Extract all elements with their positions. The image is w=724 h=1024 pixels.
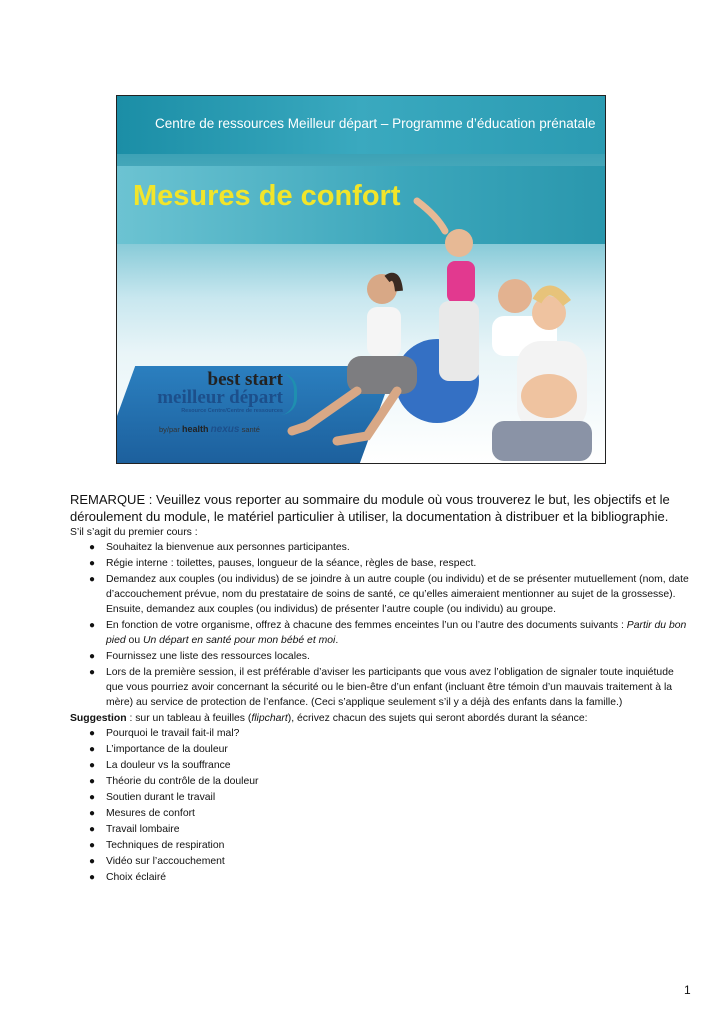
- list-item: ● Demandez aux couples (ou individus) de se joindre à un autre couple (ou individu) et de se présenter mutuellement (nom, date d’accouchement prévue, nom du prestataire de soins de santé, ce qu’elles aimeraient mentionner au sujet de la grossesse). Ensuite, demandez aux couples (ou individus) de présenter l’autre couple (ou individu) au groupe.: [89, 574, 689, 615]
- list-item: ● Fournissez une liste des ressources locales.: [89, 651, 310, 662]
- slide-header-text: Centre de ressources Meilleur départ – Programme d’éducation prénatale: [155, 116, 596, 131]
- byline-sante: santé: [241, 425, 260, 434]
- bullet-icon: ●: [89, 574, 96, 585]
- byline-by: by/par: [159, 425, 180, 434]
- best-start-logo: [143, 371, 283, 414]
- topic-item: ● Théorie du contrôle de la douleur: [89, 776, 259, 787]
- bullet-icon: ●: [89, 651, 96, 662]
- logo-line-en: best start: [207, 369, 283, 390]
- topic-item: ● Pourquoi le travail fait-il mal?: [89, 728, 240, 739]
- topic-item: ● Vidéo sur l’accouchement: [89, 856, 225, 867]
- slide-title: Mesures de confort: [133, 180, 401, 212]
- bullet-icon: ●: [89, 744, 96, 755]
- list-item: ● En fonction de votre organisme, offrez à chacune des femmes enceintes l’un ou l’autre des documents suivants : Partir du bon pied ou Un départ en santé pour mon bébé et moi.: [89, 620, 687, 646]
- list-item: ● Souhaitez la bienvenue aux personnes participantes.: [89, 542, 350, 553]
- list-item: ● Lors de la première session, il est préférable d’aviser les participants que vous avez l’obligation de signaler toute inquiétude que vous pourriez avoir concernant la sécurité ou le bien-être d’un enfant (incluant être témoin d’un mauvais traitement à la mère) au service de protection de l’enfance. (Ceci s’applique seulement s’il y a déjà des enfants dans la famille.): [89, 667, 674, 708]
- list-item: ● Régie interne : toilettes, pauses, longueur de la séance, règles de base, respect.: [89, 558, 477, 569]
- topic-item: ● Mesures de confort: [89, 808, 195, 819]
- prenatal-class-photo: [287, 191, 606, 464]
- topic-item: ● Techniques de respiration: [89, 840, 225, 851]
- bullet-icon: ●: [89, 856, 96, 867]
- byline-health: health: [181, 424, 209, 434]
- suggestion-paragraph: Suggestion : sur un tableau à feuilles (flipchart), écrivez chacun des sujets qui seront abordés durant la séance:: [70, 713, 588, 724]
- bullet-icon: ●: [89, 824, 96, 835]
- first-course-list: [70, 540, 690, 710]
- byline-nexus: nexus: [210, 424, 240, 435]
- topic-item: ● La douleur vs la souffrance: [89, 760, 231, 771]
- topic-item: ● Choix éclairé: [89, 872, 167, 883]
- slide-thumbnail: [116, 95, 606, 464]
- page-number: 1: [684, 983, 691, 997]
- bullet-icon: ●: [89, 840, 96, 851]
- remark-paragraph: REMARQUE : Veuillez vous reporter au sommaire du module où vous trouverez le but, les objectifs et le déroulement du module, le matériel particulier à utiliser, la documentation à distribuer et la bibliographie.: [70, 492, 670, 524]
- speaker-notes: [70, 491, 690, 886]
- bullet-icon: ●: [89, 808, 96, 819]
- bullet-icon: ●: [89, 792, 96, 803]
- topic-item: ● L’importance de la douleur: [89, 744, 228, 755]
- bullet-icon: ●: [89, 872, 96, 883]
- logo-subtitle: Resource Centre/Centre de ressources: [181, 408, 283, 414]
- first-course-label: S’il s’agit du premier cours :: [70, 527, 198, 538]
- health-nexus-byline: [159, 424, 260, 435]
- bullet-icon: ●: [89, 620, 96, 631]
- topics-list: [70, 726, 690, 885]
- bullet-icon: ●: [89, 667, 96, 678]
- bullet-icon: ●: [89, 728, 96, 739]
- topic-item: ● Travail lombaire: [89, 824, 180, 835]
- logo-line-fr: meilleur départ: [157, 387, 283, 408]
- bullet-icon: ●: [89, 760, 96, 771]
- topic-item: ● Soutien durant le travail: [89, 792, 216, 803]
- bullet-icon: ●: [89, 776, 96, 787]
- bullet-icon: ●: [89, 542, 96, 553]
- bullet-icon: ●: [89, 558, 96, 569]
